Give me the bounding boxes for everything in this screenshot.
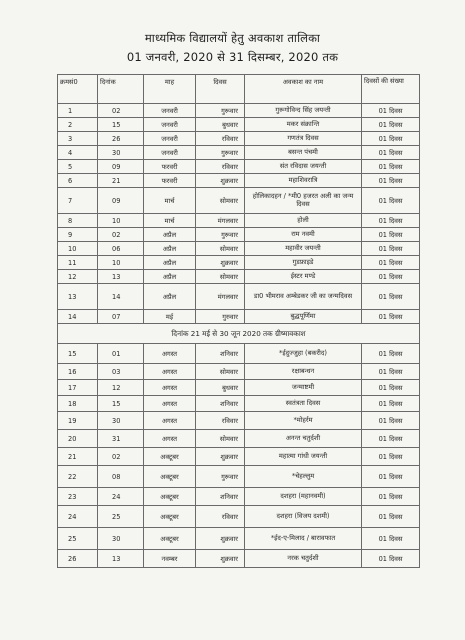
document-title: माध्यमिक विद्यालयों हेतु अवकाश तालिका xyxy=(144,31,321,45)
date-cell: 15 xyxy=(98,118,144,132)
date-cell: 26 xyxy=(98,132,144,146)
header-month: माह xyxy=(144,75,196,104)
days-count-cell: 01 दिवस xyxy=(362,412,420,430)
days-count-cell: 01 दिवस xyxy=(362,132,420,146)
month-cell: मार्च xyxy=(144,214,196,228)
table-row xyxy=(58,506,420,528)
serial-cell: 16 xyxy=(58,364,98,380)
table-row xyxy=(58,396,420,412)
days-count-cell: 01 दिवस xyxy=(362,214,420,228)
holiday-name-cell: गुरूगोविन्द सिंह जयन्ती xyxy=(245,104,362,118)
header-day: दिवस xyxy=(196,75,245,104)
month-cell: जनवरी xyxy=(144,146,196,160)
weekday-cell: मंगलवार xyxy=(196,214,245,228)
days-count-cell: 01 दिवस xyxy=(362,506,420,528)
weekday-cell: शुक्रवार xyxy=(196,256,245,270)
date-cell: 06 xyxy=(98,242,144,256)
days-count-cell: 01 दिवस xyxy=(362,160,420,174)
days-count-cell: 01 दिवस xyxy=(362,528,420,550)
date-cell: 13 xyxy=(98,270,144,284)
weekday-cell: रविवार xyxy=(196,160,245,174)
weekday-cell: सोमवार xyxy=(196,242,245,256)
document-subtitle: 01 जनवरी, 2020 से 31 दिसम्बर, 2020 तक xyxy=(126,50,339,64)
month-cell: अक्टूबर xyxy=(144,466,196,488)
table-row xyxy=(58,132,420,146)
table-row xyxy=(58,364,420,380)
days-count-cell: 01 दिवस xyxy=(362,550,420,568)
days-count-cell: 01 दिवस xyxy=(362,430,420,448)
date-cell: 12 xyxy=(98,380,144,396)
serial-cell: 23 xyxy=(58,488,98,506)
days-count-cell: 01 दिवस xyxy=(362,310,420,324)
table-row xyxy=(58,430,420,448)
date-cell: 07 xyxy=(98,310,144,324)
weekday-cell: शुक्रवार xyxy=(196,448,245,466)
serial-cell: 25 xyxy=(58,528,98,550)
serial-cell: 9 xyxy=(58,228,98,242)
weekday-cell: सोमवार xyxy=(196,364,245,380)
days-count-cell: 01 दिवस xyxy=(362,344,420,364)
date-cell: 02 xyxy=(98,104,144,118)
date-cell: 30 xyxy=(98,528,144,550)
holiday-name-cell: गुडफ्राइडे xyxy=(245,256,362,270)
serial-cell: 26 xyxy=(58,550,98,568)
month-cell: फरवरी xyxy=(144,160,196,174)
table-row xyxy=(58,160,420,174)
days-count-cell: 01 दिवस xyxy=(362,448,420,466)
days-count-cell: 01 दिवस xyxy=(362,364,420,380)
days-count-cell: 01 दिवस xyxy=(362,284,420,310)
month-cell: मई xyxy=(144,310,196,324)
days-count-cell: 01 दिवस xyxy=(362,146,420,160)
weekday-cell: बुधवार xyxy=(196,380,245,396)
date-cell: 09 xyxy=(98,160,144,174)
date-cell: 02 xyxy=(98,228,144,242)
holiday-name-cell: *ईद-ए-मिलाद / बारावफात xyxy=(245,528,362,550)
month-cell: अप्रैल xyxy=(144,242,196,256)
days-count-cell: 01 दिवस xyxy=(362,174,420,188)
table-row xyxy=(58,270,420,284)
serial-cell: 10 xyxy=(58,242,98,256)
holiday-name-cell: *मोहर्रम xyxy=(245,412,362,430)
holiday-name-cell: होलिकादहन / *मी0 हजरत अली का जन्म दिवस xyxy=(245,188,362,214)
holiday-name-cell: नरक चतुर्दशी xyxy=(245,550,362,568)
table-row xyxy=(58,412,420,430)
date-cell: 14 xyxy=(98,284,144,310)
serial-cell: 7 xyxy=(58,188,98,214)
serial-cell: 19 xyxy=(58,412,98,430)
header-serial: क्रमसं0 xyxy=(58,75,98,104)
date-cell: 24 xyxy=(98,488,144,506)
month-cell: अप्रैल xyxy=(144,256,196,270)
table-row xyxy=(58,550,420,568)
date-cell: 30 xyxy=(98,412,144,430)
table-body-part1 xyxy=(58,104,420,324)
table-row xyxy=(58,174,420,188)
holiday-name-cell: *चेहल्लुम xyxy=(245,466,362,488)
table-row xyxy=(58,448,420,466)
month-cell: अक्टूबर xyxy=(144,488,196,506)
days-count-cell: 01 दिवस xyxy=(362,188,420,214)
month-cell: अप्रैल xyxy=(144,284,196,310)
month-cell: अप्रैल xyxy=(144,228,196,242)
serial-cell: 14 xyxy=(58,310,98,324)
table-row xyxy=(58,380,420,396)
holiday-name-cell: गणतंत्र दिवस xyxy=(245,132,362,146)
month-cell: नवम्बर xyxy=(144,550,196,568)
summer-break-row xyxy=(58,324,420,344)
month-cell: अप्रैल xyxy=(144,270,196,284)
date-cell: 03 xyxy=(98,364,144,380)
serial-cell: 3 xyxy=(58,132,98,146)
date-cell: 08 xyxy=(98,466,144,488)
serial-cell: 13 xyxy=(58,284,98,310)
weekday-cell: मंगलवार xyxy=(196,284,245,310)
holiday-name-cell: ईस्टर मण्डे xyxy=(245,270,362,284)
holiday-name-cell: महावीर जयन्ती xyxy=(245,242,362,256)
serial-cell: 2 xyxy=(58,118,98,132)
month-cell: अक्टूबर xyxy=(144,528,196,550)
holiday-name-cell: दशहरा (विजय दशमी) xyxy=(245,506,362,528)
month-cell: अगस्त xyxy=(144,430,196,448)
weekday-cell: रविवार xyxy=(196,506,245,528)
month-cell: जनवरी xyxy=(144,118,196,132)
weekday-cell: शुक्रवार xyxy=(196,528,245,550)
serial-cell: 8 xyxy=(58,214,98,228)
month-cell: अगस्त xyxy=(144,344,196,364)
holiday-name-cell: महात्मा गांधी जयन्ती xyxy=(245,448,362,466)
weekday-cell: रविवार xyxy=(196,412,245,430)
date-cell: 21 xyxy=(98,174,144,188)
holiday-name-cell: दशहरा (महानवमी) xyxy=(245,488,362,506)
weekday-cell: गुरूवार xyxy=(196,466,245,488)
weekday-cell: सोमवार xyxy=(196,188,245,214)
weekday-cell: रविवार xyxy=(196,132,245,146)
serial-cell: 18 xyxy=(58,396,98,412)
date-cell: 25 xyxy=(98,506,144,528)
serial-cell: 12 xyxy=(58,270,98,284)
date-cell: 31 xyxy=(98,430,144,448)
serial-cell: 20 xyxy=(58,430,98,448)
weekday-cell: शनिवार xyxy=(196,488,245,506)
serial-cell: 11 xyxy=(58,256,98,270)
weekday-cell: गुरूवार xyxy=(196,228,245,242)
holiday-name-cell: बुद्धपूर्णिमा xyxy=(245,310,362,324)
serial-cell: 21 xyxy=(58,448,98,466)
holiday-name-cell: *ईदुज्जुहा (बकरीद) xyxy=(245,344,362,364)
month-cell: अगस्त xyxy=(144,396,196,412)
weekday-cell: गुरुवार xyxy=(196,310,245,324)
table-row xyxy=(58,284,420,310)
days-count-cell: 01 दिवस xyxy=(362,256,420,270)
weekday-cell: गुरूवार xyxy=(196,104,245,118)
table-row xyxy=(58,214,420,228)
serial-cell: 15 xyxy=(58,344,98,364)
table-row xyxy=(58,256,420,270)
summer-break-text: दिनांक 21 मई से 30 जून 2020 तक ग्रीष्मावकाश xyxy=(58,324,420,344)
days-count-cell: 01 दिवस xyxy=(362,104,420,118)
weekday-cell: सोमवार xyxy=(196,430,245,448)
holiday-name-cell: डा0 भीमराव अम्बेडकर जी का जन्मदिवस xyxy=(245,284,362,310)
weekday-cell: बुधवार xyxy=(196,118,245,132)
weekday-cell: सोमवार xyxy=(196,270,245,284)
date-cell: 10 xyxy=(98,256,144,270)
holiday-name-cell: बसन्त पंचमी xyxy=(245,146,362,160)
header-holiday-name: अवकाश का नाम xyxy=(245,75,362,104)
weekday-cell: शुक्रवार xyxy=(196,174,245,188)
days-count-cell: 01 दिवस xyxy=(362,228,420,242)
date-cell: 15 xyxy=(98,396,144,412)
weekday-cell: शनिवार xyxy=(196,396,245,412)
holiday-table xyxy=(57,74,420,568)
days-count-cell: 01 दिवस xyxy=(362,270,420,284)
serial-cell: 5 xyxy=(58,160,98,174)
date-cell: 30 xyxy=(98,146,144,160)
serial-cell: 1 xyxy=(58,104,98,118)
table-row xyxy=(58,188,420,214)
holiday-name-cell: मकर संक्रान्ति xyxy=(245,118,362,132)
table-row xyxy=(58,118,420,132)
holiday-name-cell: अनन्त चतुर्दशी xyxy=(245,430,362,448)
holiday-name-cell: राम नवमी xyxy=(245,228,362,242)
month-cell: अगस्त xyxy=(144,380,196,396)
serial-cell: 24 xyxy=(58,506,98,528)
date-cell: 10 xyxy=(98,214,144,228)
serial-cell: 22 xyxy=(58,466,98,488)
date-cell: 13 xyxy=(98,550,144,568)
header-days-count: दिवसों की संख्या xyxy=(362,75,420,104)
month-cell: जनवरी xyxy=(144,132,196,146)
days-count-cell: 01 दिवस xyxy=(362,380,420,396)
weekday-cell: गुरूवार xyxy=(196,146,245,160)
table-body-part2 xyxy=(58,344,420,568)
date-cell: 01 xyxy=(98,344,144,364)
table-row xyxy=(58,146,420,160)
serial-cell: 17 xyxy=(58,380,98,396)
holiday-name-cell: स्वतंत्रता दिवस xyxy=(245,396,362,412)
table-row xyxy=(58,466,420,488)
holiday-name-cell: रक्षाबन्धन xyxy=(245,364,362,380)
table-row xyxy=(58,310,420,324)
month-cell: अक्टूबर xyxy=(144,448,196,466)
date-cell: 02 xyxy=(98,448,144,466)
days-count-cell: 01 दिवस xyxy=(362,396,420,412)
table-header-row xyxy=(58,75,420,104)
serial-cell: 6 xyxy=(58,174,98,188)
holiday-name-cell: जन्माष्टमी xyxy=(245,380,362,396)
month-cell: मार्च xyxy=(144,188,196,214)
month-cell: फरवरी xyxy=(144,174,196,188)
holiday-name-cell: होली xyxy=(245,214,362,228)
holiday-name-cell: संत रविदास जयन्ती xyxy=(245,160,362,174)
weekday-cell: शुक्रवार xyxy=(196,550,245,568)
weekday-cell: शनिवार xyxy=(196,344,245,364)
month-cell: अक्टूबर xyxy=(144,506,196,528)
month-cell: अगस्त xyxy=(144,412,196,430)
days-count-cell: 01 दिवस xyxy=(362,118,420,132)
date-cell: 09 xyxy=(98,188,144,214)
days-count-cell: 01 दिवस xyxy=(362,466,420,488)
table-row xyxy=(58,228,420,242)
month-cell: जनवरी xyxy=(144,104,196,118)
table-row xyxy=(58,104,420,118)
days-count-cell: 01 दिवस xyxy=(362,488,420,506)
table-row xyxy=(58,488,420,506)
days-count-cell: 01 दिवस xyxy=(362,242,420,256)
table-row xyxy=(58,344,420,364)
header-date: दिनांक xyxy=(98,75,144,104)
table-row xyxy=(58,528,420,550)
month-cell: अगस्त xyxy=(144,364,196,380)
serial-cell: 4 xyxy=(58,146,98,160)
table-row xyxy=(58,242,420,256)
holiday-name-cell: महाशिवरात्रि xyxy=(245,174,362,188)
